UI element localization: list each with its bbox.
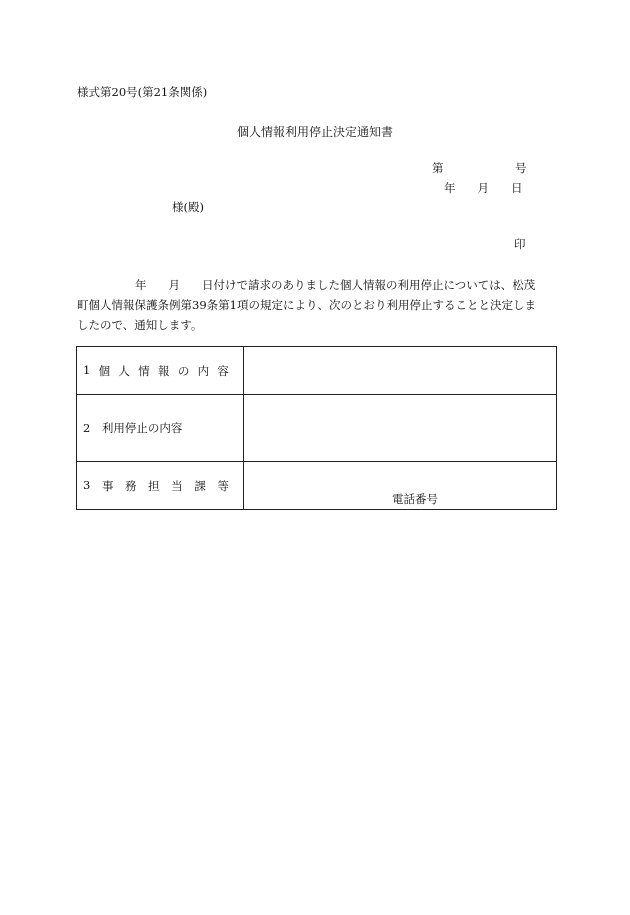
date-day: 日	[511, 181, 523, 195]
label-char: 内	[197, 363, 210, 378]
row3-value-field[interactable]	[244, 462, 557, 510]
row3-label-text	[83, 478, 229, 494]
label-char: 人	[118, 363, 130, 378]
body-line-1-rest: 日付けで請求のありました個人情報の利用停止については、松茂	[202, 278, 536, 292]
date-month: 月	[477, 181, 489, 195]
body-paragraph	[77, 275, 557, 335]
table-row	[77, 395, 557, 462]
table-row	[77, 462, 557, 510]
row2-value-field[interactable]	[244, 395, 557, 462]
label-char: 個	[98, 363, 111, 378]
addressee: 様(殿)	[172, 200, 204, 214]
date-year: 年	[444, 181, 456, 195]
seal-mark: 印	[514, 237, 526, 251]
document-title: 個人情報利用停止決定通知書	[236, 125, 393, 139]
row1-value-field[interactable]	[244, 347, 557, 395]
number-suffix: 号	[515, 161, 527, 175]
body-month: 月	[168, 278, 180, 292]
label-char: 報	[158, 363, 170, 378]
info-table	[76, 346, 557, 510]
label-char: 当	[171, 478, 183, 493]
row3-label	[77, 462, 244, 510]
label-char: 等	[217, 478, 229, 493]
row1-label-text	[83, 363, 229, 379]
phone-label: 電話番号	[392, 492, 438, 506]
body-line-1	[77, 275, 557, 295]
label-char: 容	[217, 363, 229, 378]
label-char: 3	[83, 477, 91, 492]
label-char: の	[177, 363, 190, 378]
body-line-2: 町個人情報保護条例第39条第1項の規定により、次のとおり利用停止することと決定しま	[77, 298, 536, 312]
label-char: 1	[83, 362, 91, 377]
table-row	[77, 347, 557, 395]
body-year: 年	[135, 278, 147, 292]
form-id: 様式第20号(第21条関係)	[77, 85, 208, 99]
label-char: 情	[138, 363, 150, 378]
label-char: 務	[125, 478, 137, 493]
row2-label: 2 利用停止の内容	[77, 395, 244, 462]
date-line	[444, 180, 523, 196]
label-char: 事	[101, 478, 114, 493]
label-char: 担	[148, 478, 160, 493]
label-char: 課	[194, 478, 206, 493]
body-line-3: したので、通知します。	[77, 318, 203, 332]
row1-label	[77, 347, 244, 395]
number-prefix: 第	[432, 161, 444, 175]
